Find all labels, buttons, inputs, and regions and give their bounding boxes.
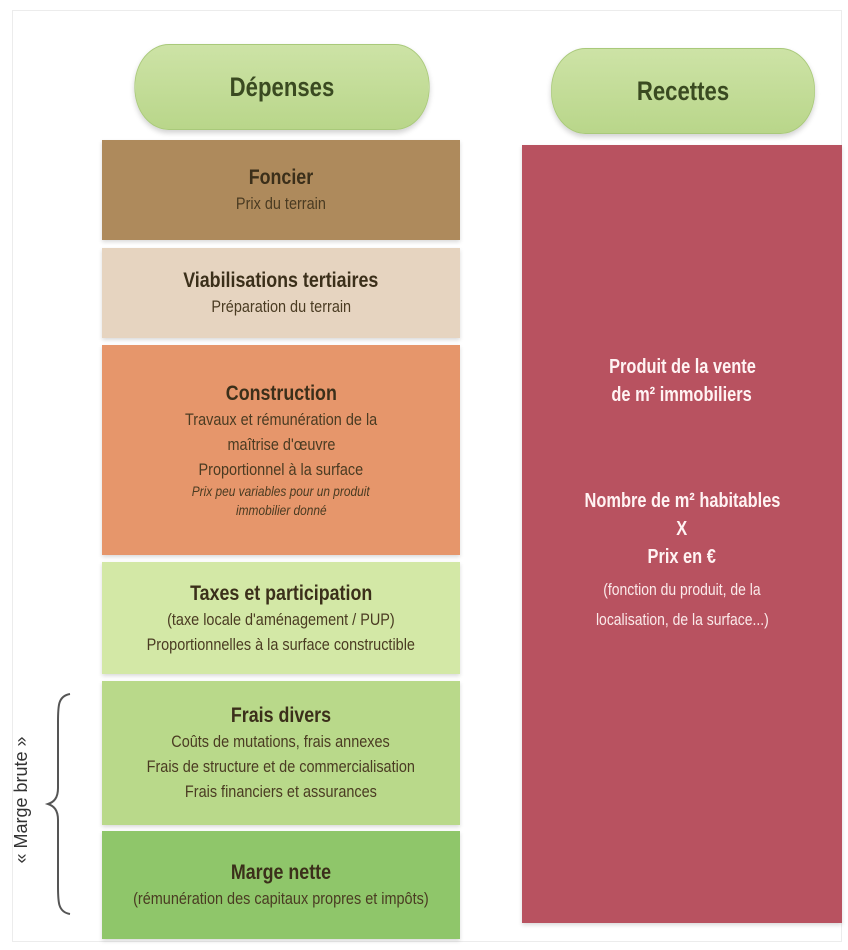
taxes-title: Taxes et participation <box>189 581 373 605</box>
recettes-header-label: Recettes <box>636 75 730 106</box>
marge-brute-label: « Marge brute » <box>11 736 31 864</box>
recettes-title-line: Produit de la vente <box>608 356 756 378</box>
taxes-block <box>102 562 460 674</box>
recettes-note-line: (fonction du produit, de la <box>603 580 761 599</box>
viabilisations-line: Préparation du terrain <box>211 297 351 316</box>
construction-title: Construction <box>225 382 337 405</box>
viabilisations-block <box>102 248 460 338</box>
recettes-formula-line: Prix en € <box>647 546 717 568</box>
construction-line: maîtrise d'œuvre <box>227 435 335 454</box>
marge-nette-block <box>102 831 460 939</box>
construction-italic-line: immobilier donné <box>235 502 327 518</box>
construction-line: Travaux et rémunération de la <box>184 410 378 429</box>
recettes-formula-line: Nombre de m² habitables <box>584 490 780 512</box>
recettes-title-line: de m² immobiliers <box>611 384 753 406</box>
construction-block <box>102 345 460 555</box>
frais-line: Frais financiers et assurances <box>185 782 377 801</box>
construction-italic-line: Prix peu variables pour un produit <box>192 483 370 499</box>
frais-title: Frais divers <box>230 704 332 727</box>
depenses-header <box>134 44 429 130</box>
marge-nette-title: Marge nette <box>230 861 332 884</box>
frais-line: Frais de structure et de commercialisation <box>146 757 416 776</box>
frais-line: Coûts de mutations, frais annexes <box>171 732 391 751</box>
frais-block <box>102 681 460 825</box>
taxes-line: (taxe locale d'aménagement / PUP) <box>167 609 395 629</box>
marge-brute-brace <box>44 692 74 916</box>
recettes-block <box>522 145 842 923</box>
recettes-note-line: localisation, de la surface...) <box>595 610 769 629</box>
recettes-header <box>551 48 815 134</box>
marge-nette-line: (rémunération des capitaux propres et impôts) <box>133 889 429 908</box>
foncier-line: Prix du terrain <box>236 194 326 213</box>
taxes-line: Proportionnelles à la surface constructible <box>146 634 416 654</box>
viabilisations-title: Viabilisations tertiaires <box>183 269 379 292</box>
foncier-block <box>102 140 460 240</box>
depenses-header-label: Dépenses <box>229 71 335 102</box>
foncier-title: Foncier <box>248 166 314 189</box>
construction-line: Proportionnel à la surface <box>198 460 364 479</box>
recettes-formula-line: X <box>676 518 688 540</box>
